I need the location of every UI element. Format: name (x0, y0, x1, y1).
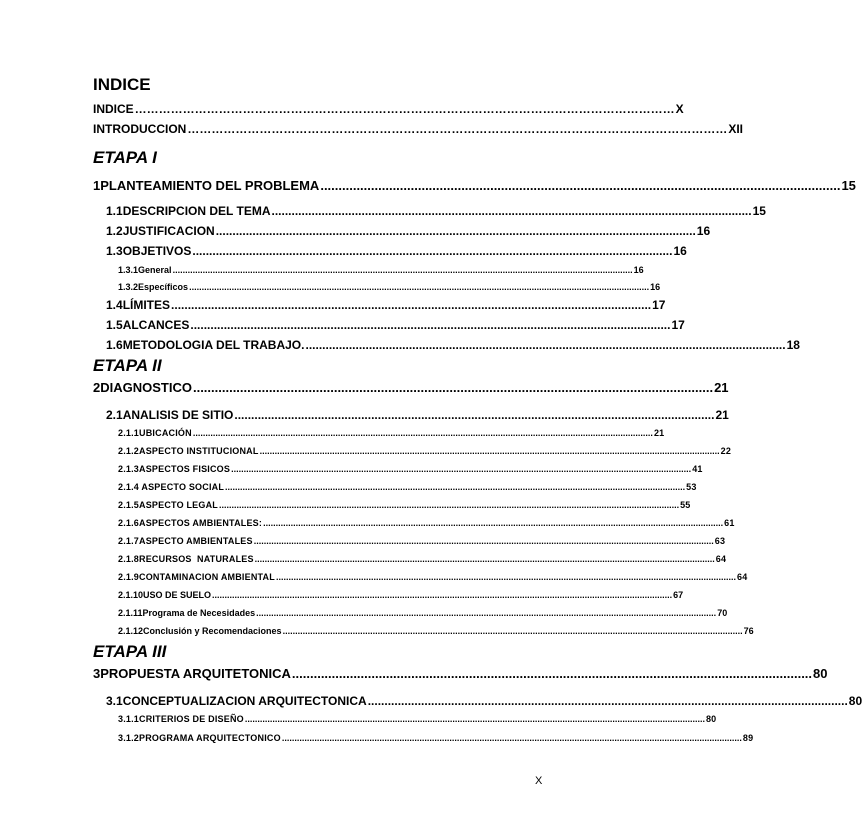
section-heading-etapa-2: ETAPA II (93, 356, 162, 375)
toc-entry[interactable] (106, 244, 687, 258)
toc-entry-number: 2 (93, 380, 101, 395)
toc-entry-page: 16 (650, 282, 661, 292)
toc-entry-page: 67 (673, 590, 684, 600)
dot-leader: ........................................................................................................................................................................................ (244, 714, 705, 724)
toc-entry[interactable] (118, 608, 728, 618)
toc-entry[interactable] (118, 518, 735, 528)
toc-entry-page: 17 (652, 298, 666, 312)
toc-entry[interactable] (118, 554, 727, 564)
toc-entry-text: OBJETIVOS (122, 244, 192, 258)
toc-entry[interactable] (118, 265, 644, 275)
dot-leader: ........................................................................................................................................................................................ (172, 265, 633, 275)
page-number: X (535, 775, 543, 787)
toc-entry[interactable] (106, 204, 766, 218)
toc-entry-text: CONTAMINACION AMBIENTAL (139, 572, 275, 582)
toc-entry-introduccion[interactable] (93, 122, 743, 136)
toc-entry-text: PROPUESTA ARQUITETONICA (100, 666, 291, 681)
toc-entry-number: 1 (93, 178, 101, 193)
toc-entry-number: 2.1.7 (118, 536, 140, 546)
toc-entry[interactable] (118, 500, 691, 510)
toc-entry[interactable] (118, 572, 748, 582)
toc-entry[interactable] (118, 536, 726, 546)
toc-entry-text: DESCRIPCION DEL TEMA (122, 204, 271, 218)
dot-leader: ................................................................................................................................................ (367, 694, 848, 708)
toc-entry-page: 15 (841, 178, 856, 193)
dot-leader: ........................................................................................................................................................................................ (212, 590, 673, 600)
section-heading-etapa-3: ETAPA III (93, 642, 167, 661)
dot-leader: ........................................................................................................................................................................................ (253, 536, 714, 546)
toc-entry-page: 15 (752, 204, 766, 218)
toc-entry-number: 2.1.6 (118, 518, 140, 528)
toc-entry-page: 64 (737, 572, 748, 582)
dot-leader: ................................................................................................................................................ (215, 224, 696, 238)
toc-entry-text: PLANTEAMIENTO DEL PROBLEMA (100, 178, 320, 193)
toc-entry-number: 2.1.8 (118, 554, 140, 564)
toc-entry-text: ASPECTO LEGAL (139, 500, 218, 510)
toc-entry-number: 2.1.9 (118, 572, 140, 582)
toc-entry-number: 2.1.5 (118, 500, 140, 510)
toc-entry-page: 53 (686, 482, 697, 492)
toc-entry[interactable] (118, 446, 732, 456)
dot-leader: ................................................................................................................................................ (171, 298, 652, 312)
toc-entry[interactable] (118, 464, 703, 474)
toc-entry-number: 1.3 (106, 244, 123, 258)
toc-entry-number: 1.1 (106, 204, 123, 218)
dot-leader: ................................................................................................................................................ (271, 204, 752, 218)
dot-leader: ……………………………………………………………………………………………………………………… (187, 122, 728, 136)
dot-leader: ........................................................................................................................................................................................ (281, 733, 742, 743)
toc-entry-text: UBICACIÓN (139, 428, 192, 438)
toc-entry-text: ASPECTO AMBIENTALES (139, 536, 253, 546)
toc-entry-text: ANALISIS DE SITIO (122, 408, 234, 422)
toc-entry-page: 63 (714, 536, 726, 546)
toc-entry-number: 2.1.2 (118, 446, 140, 456)
toc-entry-text: Conclusión y Recomendaciones (143, 626, 282, 636)
toc-entry-number: 1.4 (106, 298, 123, 312)
dot-leader: ........................................................................................................................................................................................ (192, 428, 653, 438)
toc-entry-number: 3.1.1 (118, 714, 140, 724)
toc-entry-text: INTRODUCCION (93, 122, 187, 136)
toc-entry[interactable] (118, 282, 661, 292)
dot-leader: ........................................................................................................................................................................................ (282, 626, 743, 636)
toc-entry-page: 61 (724, 518, 735, 528)
dot-leader: ................................................................................................................................................ (320, 178, 841, 193)
toc-entry[interactable] (118, 714, 717, 724)
toc-entry-page: 17 (671, 318, 685, 332)
toc-entry-number: 1.2 (106, 224, 123, 238)
toc-entry-number: 2.1.1 (118, 428, 140, 438)
toc-entry[interactable] (106, 694, 862, 708)
toc-entry-number: 2.1.4 (118, 482, 140, 492)
toc-entry-text: USO DE SUELO (143, 590, 212, 600)
toc-entry[interactable] (106, 338, 800, 352)
toc-entry-page: 21 (715, 408, 729, 422)
toc-entry[interactable] (106, 298, 666, 312)
toc-entry-number: 3 (93, 666, 101, 681)
toc-entry-text: LÍMITES (122, 298, 171, 312)
toc-entry-number: 3.1 (106, 694, 123, 708)
section-heading-etapa-1: ETAPA I (93, 148, 157, 167)
dot-leader: ……………………………………………………………………………………………………………………… (134, 102, 675, 116)
toc-entry-text: Específicos (138, 282, 189, 292)
toc-entry-page: 21 (714, 380, 729, 395)
toc-entry-page: 76 (743, 626, 754, 636)
toc-entry-text: Programa de Necesidades (142, 608, 256, 618)
toc-entry-number: 2.1.11 (118, 608, 143, 618)
toc-entry[interactable] (106, 224, 711, 238)
toc-entry-text: CRITERIOS DE DISEÑO (139, 714, 244, 724)
toc-entry-number: 2.1.10 (118, 590, 144, 600)
dot-leader: ........................................................................................................................................................................................ (189, 282, 650, 292)
toc-entry-text: ALCANCES (122, 318, 190, 332)
toc-entry-text: PROGRAMA ARQUITECTONICO (139, 733, 281, 743)
toc-entry[interactable] (106, 318, 685, 332)
toc-entry-number: 1.3.1 (118, 265, 139, 275)
dot-leader: ........................................................................................................................................................................................ (231, 464, 692, 474)
dot-leader: ........................................................................................................................................................................................ (263, 518, 724, 528)
toc-entry-page: 70 (717, 608, 728, 618)
toc-entry-page: 55 (680, 500, 691, 510)
dot-leader: ........................................................................................................................................................................................ (225, 482, 686, 492)
toc-entry-text: INDICE (93, 102, 134, 116)
dot-leader: ........................................................................................................................................................................................ (259, 446, 720, 456)
toc-entry-page: 16 (673, 244, 687, 258)
toc-entry[interactable] (118, 590, 684, 600)
toc-entry-page: 80 (705, 714, 717, 724)
toc-entry-page: 16 (633, 265, 644, 275)
dot-leader: ........................................................................................................................................................................................ (218, 500, 680, 510)
toc-entry-text: ASPECTO SOCIAL (139, 482, 225, 492)
toc-entry[interactable] (118, 428, 665, 438)
toc-entry-text: General (138, 265, 172, 275)
dot-leader: ................................................................................................................................................ (291, 666, 813, 681)
dot-leader: ................................................................................................................................................ (192, 380, 714, 395)
toc-entry-text: ASPECTO INSTITUCIONAL (139, 446, 259, 456)
toc-entry-number: 2.1.3 (118, 464, 140, 474)
toc-entry-text: CONCEPTUALIZACION ARQUITECTONICA (122, 694, 367, 708)
toc-entry-text: METODOLOGIA DEL TRABAJO. (122, 338, 305, 352)
toc-entry[interactable] (106, 408, 729, 422)
dot-leader: ................................................................................................................................................ (192, 244, 673, 258)
toc-entry-number: 1.5 (106, 318, 123, 332)
toc-entry-page: 22 (720, 446, 732, 456)
dot-leader: ........................................................................................................................................................................................ (275, 572, 737, 582)
toc-entry-page: XII (728, 122, 743, 136)
toc-entry-number: 2.1 (106, 408, 123, 422)
toc-entry-number: 2.1.12 (118, 626, 144, 636)
dot-leader: ................................................................................................................................................ (305, 338, 786, 352)
toc-entry-text: ASPECTOS AMBIENTALES: (139, 518, 263, 528)
dot-leader: ........................................................................................................................................................................................ (256, 608, 717, 618)
toc-entry-page: 16 (696, 224, 711, 238)
toc-entry[interactable] (118, 626, 754, 636)
toc-entry-page: 89 (742, 733, 754, 743)
document-title: INDICE (93, 75, 151, 94)
toc-entry-page: 80 (848, 694, 862, 708)
toc-entry-text: JUSTIFICACION (122, 224, 215, 238)
toc-entry[interactable] (118, 733, 754, 743)
toc-entry-indice[interactable] (93, 102, 684, 116)
toc-entry[interactable] (118, 482, 697, 492)
toc-entry-page: X (675, 102, 684, 116)
toc-entry-page: 80 (813, 666, 828, 681)
toc-entry-text: ASPECTOS FISICOS (139, 464, 231, 474)
toc-entry[interactable] (93, 178, 856, 193)
toc-entry-page: 18 (786, 338, 800, 352)
toc-entry-number: 3.1.2 (118, 733, 140, 743)
dot-leader: ................................................................................................................................................ (190, 318, 671, 332)
toc-entry-text: RECURSOS NATURALES (139, 554, 254, 564)
toc-entry[interactable] (93, 380, 729, 395)
toc-entry-number: 1.3.2 (118, 282, 139, 292)
toc-entry-text: DIAGNOSTICO (100, 380, 192, 395)
toc-entry-page: 64 (715, 554, 727, 564)
dot-leader: ........................................................................................................................................................................................ (254, 554, 715, 564)
dot-leader: ................................................................................................................................................ (234, 408, 715, 422)
toc-entry-number: 1.6 (106, 338, 123, 352)
toc-entry-page: 21 (653, 428, 665, 438)
toc-entry-page: 41 (692, 464, 703, 474)
toc-entry[interactable] (93, 666, 828, 681)
